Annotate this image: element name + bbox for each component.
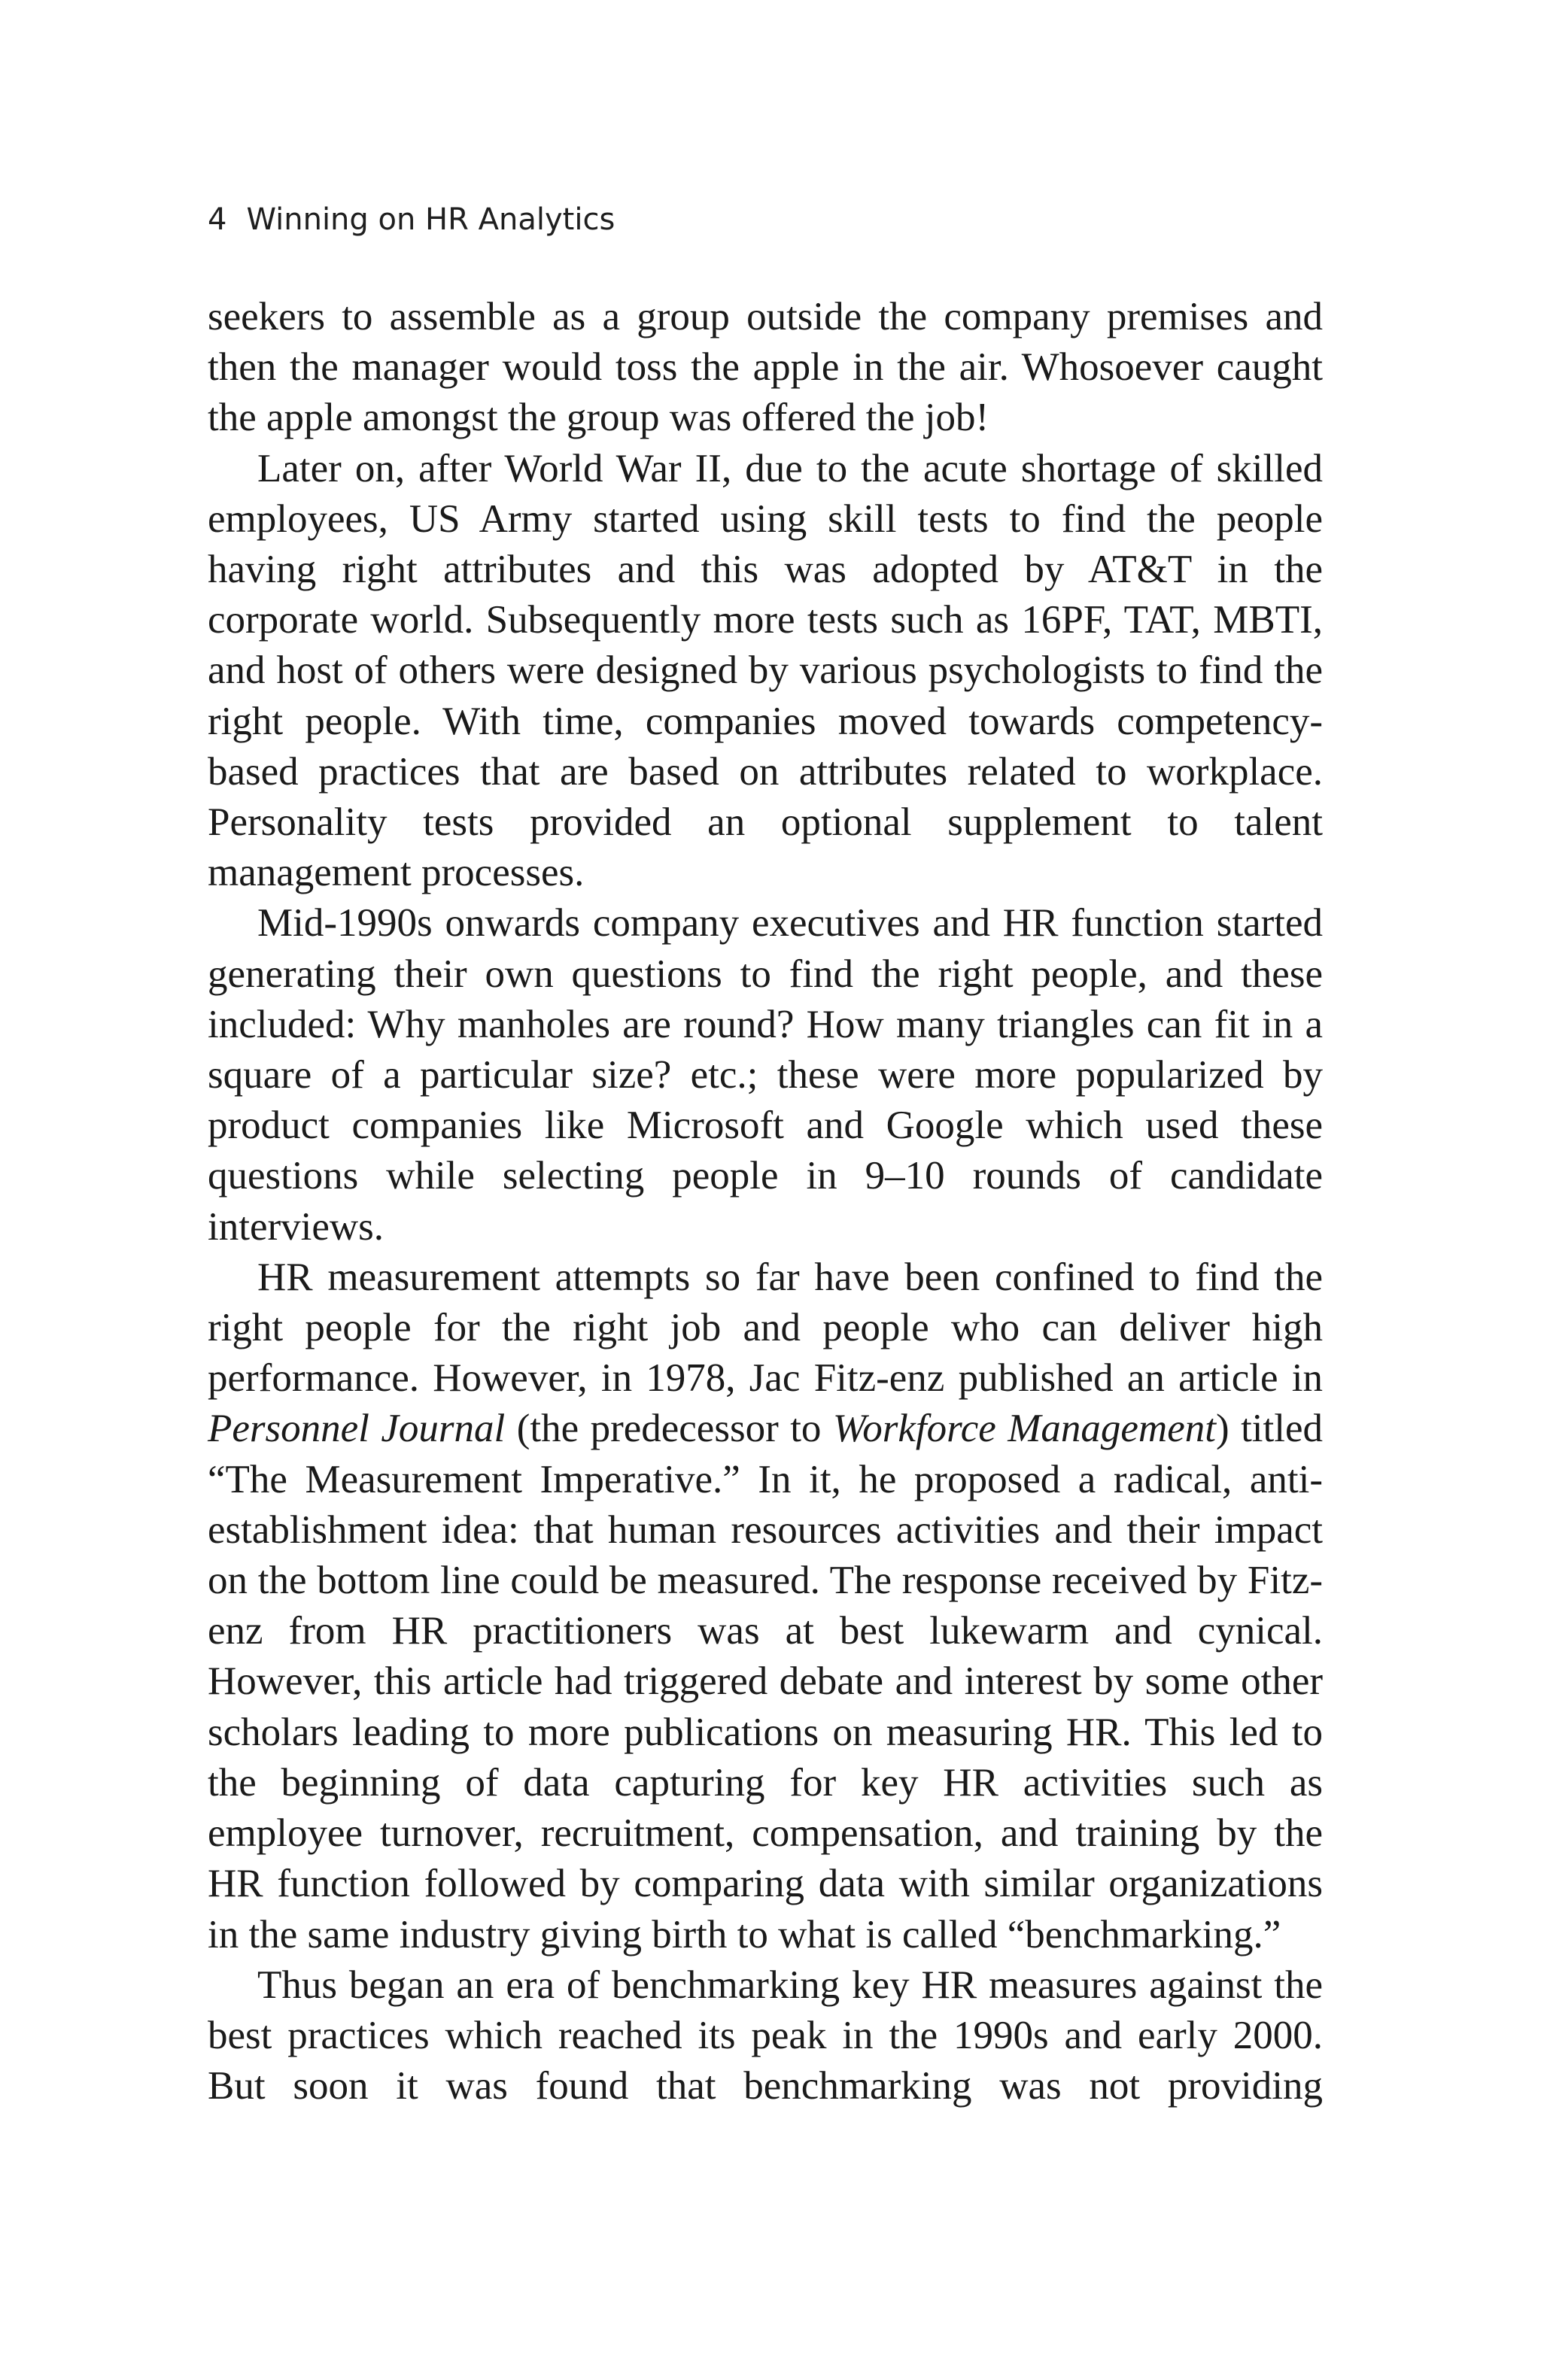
page-number: 4 xyxy=(208,202,227,237)
paragraph-3: Mid-1990s onwards company executives and HR function started generating their own questions to find the right people, and these included: Why manholes are round? How many triangles can fit in a square of a particular size? etc.; these were more popularized by product companies like Microsoft and Google which used these questions while selecting people in 9–10 rounds of candidate interviews. xyxy=(208,901,1323,1249)
paragraph-2: Later on, after World War II, due to the acute shortage of skilled employees, US Army started using skill tests to find the people having right attributes and this was adopted by AT&T in the corporate world. Subsequently more tests such as 16PF, TAT, MBTI, and host of others were designed by various psychologists to find the right people. With time, companies moved towards competency-based practices that are based on attributes related to workplace. Personality tests provided an optional supplement to talent management processes. xyxy=(208,446,1323,895)
paragraph-4: HR measurement attempts so far have been confined to find the right people for the right job and people who can deliver high performance. However, in 1978, Jac Fitz-enz published an article in Personnel Journal (the predecessor to Workforce Management) titled “The Measurement Imperative.” In it, he proposed a radical, anti-establishment idea: that human resources activities and their impact on the bottom line could be measured. The response received by Fitz-enz from HR practitioners was at best lukewarm and cynical. However, this article had triggered debate and interest by some other scholars leading to more publications on measuring HR. This led to the beginning of data capturing for key HR activities such as employee turnover, recruitment, compensation, and training by the HR function followed by comparing data with similar organizations in the same industry giving birth to what is called “benchmarking.” xyxy=(208,1255,1323,1957)
paragraph-5: Thus began an era of benchmarking key HR measures against the best practices which reached its peak in the 1990s and early 2000. But soon it was found that benchmarking was not providing xyxy=(208,1963,1323,2108)
body-text xyxy=(208,292,1323,2111)
journal-title-personnel-journal: Personnel Journal xyxy=(208,1407,506,1451)
running-head xyxy=(208,202,615,238)
paragraph-1: seekers to assemble as a group outside the company premises and then the manager would toss the apple in the air. Whosoever caught the apple amongst the group was offered the job! xyxy=(208,295,1323,440)
journal-title-workforce-management: Workforce Management xyxy=(832,1407,1216,1451)
book-title: Winning on HR Analytics xyxy=(246,202,615,237)
